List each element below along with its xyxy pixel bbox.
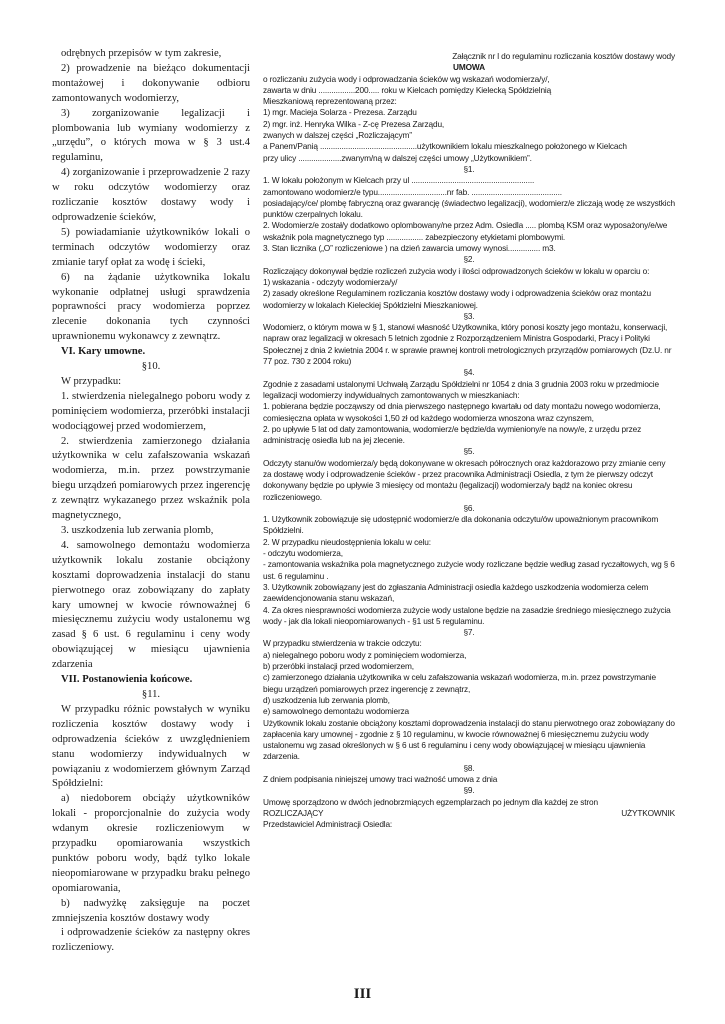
contract-paragraph: §8. [463,762,475,773]
contract-paragraph: §3. [463,310,475,321]
contract-paragraph: przy ulicy ....................zwanym/ną w dalszej części umowy „Użytkownikiem”. [263,152,532,163]
contract-paragraph: Mieszkaniową reprezentowaną przez: [263,96,397,107]
regulation-paragraph: 5) powiadamianie użytkowników lokali o terminach odczytów wodomierzy oraz zmianie taryf opłat za wodę i ścieki, [52,226,250,268]
contract-paragraph: o rozliczaniu zużycia wody i odprowadzania ścieków wg wskazań wodomierza/y/, [263,73,550,84]
regulation-paragraph: 6) na żądanie użytkownika lokalu wykonanie odpłatnej usługi sprawdzenia poprawności pracy wodomierza poprzez zlecenie dokonania tych czynności uprawnionemu wykonawcy z zewnątrz. [52,271,250,343]
contract-paragraph: 4. Za okres niesprawności wodomierza zużycie wody ustalone będzie na zasadzie średniego miesięcznego zużycia wody - jak dla lokali nieopomiarowanych - §1 ust 5 regulaminu. [263,604,671,626]
contract-paragraph: 2. Wodomierz/e został/y dodatkowo oplombowany/ne przez Adm. Osiedla ..... plombą KSM oraz wyposażony/e/we wskaźnik pola magnetycznego typ ................. zabezpieczony etykietami plombowymi. [263,220,668,242]
regulation-paragraph: 3. uszkodzenia lub zerwania plomb, [61,525,214,536]
regulation-paragraph: 2) prowadzenie na bieżąco dokumentacji montażowej i dokonywanie odbioru zamontowanych wodomierzy, [52,62,250,104]
contract-paragraph: - odczytu wodomierza, [263,548,343,559]
contract-paragraph [263,808,675,819]
contract-paragraph: a) nielegalnego poboru wody z pominięciem wodomierza, [263,649,467,660]
contract-paragraph: 1. Użytkownik zobowiązuje się udostępnić wodomierz/e dla dokonania odczytu/ów upoważnionym pracownikom Spółdzielni. [263,514,659,536]
regulation-paragraph: 4. samowolnego demontażu wodomierza użytkownik lokalu zostanie obciążony kosztami doprowadzenia instalacji do stanu pierwotnego oraz zobowiązany do zapłaty kary umownej w kwocie równoważnej 6 miesięcznemu zużyciu wody ustalonemu wg zasad § 6 ust. 6 regulaminu i ceny wody obowiązującej w miesiącu ujawnienia zdarzenia [52,539,250,671]
regulation-paragraph: odrębnych przepisów w tym zakresie, [61,48,222,59]
contract-paragraph: §2. [463,254,475,265]
regulation-paragraph: VI. Kary umowne. [61,346,146,358]
signature-label-right: UŻYTKOWNIK [621,807,675,818]
contract-paragraph: 1. W lokalu położonym w Kielcach przy ul ......................................................... [263,175,535,186]
contract-paragraph: Załącznik nr l do regulaminu rozliczania kosztów dostawy wody [452,51,675,61]
regulation-paragraph: 3) zorganizowanie legalizacji i plombowania lub wymiany wodomierzy z „urzędu”, o których mowa w § 3 ust.4 regulaminu, [52,107,250,164]
contract-paragraph: Użytkownik lokalu zostanie obciążony kosztami doprowadzenia instalacji do stanu pierwotnego oraz zobowiązany do zapłacenia kary umownej - zgodnie z § 10 regulaminu, w kwocie równoważnej 6 miesięcznemu zużyciu wody ustalonemu wg zasad określonych w § 6 ust 6 regulaminu i ceny wody obowiązującej w miesiącu ujawnienia zdarzenia. [263,717,675,762]
contract-paragraph: 1) mgr. Macieja Solarza - Prezesa. Zarządu [263,107,417,118]
contract-paragraph: c) zamierzonego działania użytkownika w celu zafałszowania wskazań wodomierza, m.in. przez powstrzymanie biegu urządzeń pomiarowych przez ingerencję z zewnątrz, [263,672,656,694]
contract-paragraph: §1. [463,163,475,174]
contract-paragraph: zawarta w dniu .................200..... roku w Kielcach pomiędzy Kielecką Spółdzielnią [263,84,552,95]
regulation-paragraph: i odprowadzenie ścieków za następny okres rozliczeniowy. [52,927,250,954]
contract-paragraph: a Panem/Panią .............................................użytkownikiem lokalu mieszkalnego położonego w Kielcach [263,141,627,152]
contract-paragraph: d) uszkodzenia lub zerwania plomb, [263,694,390,705]
contract-paragraph: 1) wskazania - odczyty wodomierza/y/ [263,276,398,287]
contract-paragraph: Odczyty stanu/ów wodomierza/y będą dokonywane w okresach półrocznych oraz każdorazowo przy zmianie ceny za dostawę wody i odprowadzenie ścieków - przez pracownika Administracji Osiedla, z tym że pierwszy odczyt dokonywany będzie po upływie 3 miesięcy od montażu (legalizacji) wodomierza/y bądź na koniec okresu rozliczeniowego. [263,457,666,502]
contract-paragraph: posiadający/ce/ plombę fabryczną oraz gwarancję (świadectwo legalizacji), wodomierz/e zliczają wodę ze wszystkich punktów czerpalnych lokalu. [263,197,675,220]
regulation-paragraph: VII. Postanowienia końcowe. [61,674,193,686]
contract-paragraph: b) przeróbki instalacji przed wodomierzem, [263,661,414,672]
contract-paragraph: UMOWA [453,62,485,73]
page-number: III [353,986,372,1002]
regulation-paragraph: W przypadku: [61,375,122,387]
regulation-paragraph: §10. [141,361,161,373]
contract-paragraph: §9. [463,785,475,796]
contract-paragraph: §7. [463,627,475,638]
regulation-paragraph: §11. [141,688,161,700]
contract-paragraph: 2. W przypadku nieudostępnienia lokalu w celu: [263,536,431,547]
signature-label-left: ROZLICZAJĄCY [263,807,324,818]
annex-contract-column [263,51,675,830]
contract-paragraph: e) samowolnego demontażu wodomierza [263,706,410,717]
contract-paragraph: Przedstawiciel Administracji Osiedla: [263,819,393,830]
contract-paragraph: 2) zasady określone Regulaminem rozliczania kosztów dostawy wody i odprowadzenia ścieków oraz montażu wodomierzy w lokalach Kieleckiej Spółdzielni Mieszkaniowej. [263,288,651,310]
contract-paragraph: Umowę sporządzono w dwóch jednobrzmiących egzemplarzach po jednym dla każdej ze stron [263,796,598,807]
contract-paragraph: Rozliczający dokonywał będzie rozliczeń zużycia wody i ilości odprowadzonych ścieków w lokalu w oparciu o: [263,265,650,276]
contract-paragraph: Z dniem podpisania niniejszej umowy traci ważność umowa z dnia [263,774,498,784]
regulation-paragraph: 2. stwierdzenia zamierzonego działania użytkownika w celu zafałszowania wskazań wodomierza, m.in. przez powstrzymanie biegu urządzeń pomiarowych przez ingerencję z zewnątrz wykazanego przez wskaźnik pola magnetycznego, [52,435,250,522]
left-column [52,47,250,956]
regulation-paragraph: 4) zorganizowanie i przeprowadzenie 2 razy w roku odczytów wodomierzy oraz rozliczanie kosztów dostawy wody i odprowadzenie ścieków, [52,167,250,223]
contract-paragraph: 1. pobierana będzie począwszy od dnia pierwszego następnego kwartału od daty montażu nowego wodomierza, comiesięczna opłata w wysokości 1,50 zł od każdego wodomierza wnoszona wraz czynszem, [263,401,661,423]
contract-paragraph: 3. Stan licznika („O” rozliczeniowe ) na dzień zawarcia umowy wynosi............... m3. [263,243,556,254]
regulation-paragraph: 1. stwierdzenia nielegalnego poboru wody z pominięciem wodomierza, przeróbki instalacji wodociągowej przed wodomierzem, [52,390,250,432]
contract-paragraph: 2) mgr. inż. Henryka Wilka - Z-cę Prezesa Zarządu, [263,118,445,129]
contract-paragraph: §5. [463,446,475,457]
contract-paragraph: Wodomierz, o którym mowa w § 1, stanowi własność Użytkownika, który ponosi koszty jego montażu, konserwacji, napraw oraz legalizacji w okresach 5 letnich zgodnie z Rozporządzeniem Ministra Gospodarki, Pracy i Polityki Społecznej z dnia 2 kwietnia 2004 r. w sprawie prawnej kontroli metrologicznych przyrządów pomiarowych (Dz.U. nr 77 poz. 730 z 2004 roku) [263,322,672,367]
contract-paragraph: Zgodnie z zasadami ustalonymi Uchwałą Zarządu Spółdzielni nr 1054 z dnia 3 grudnia 2003 roku w przedmiocie legalizacji wodomierzy indywidualnych zamontowanych w mieszkaniach: [263,378,659,400]
contract-paragraph: §6. [463,502,475,513]
regulation-paragraph: a) niedoborem obciąży użytkowników lokali - proporcjonalnie do zużycia wody wdanym okresie rozliczeniowym w przypadku opomiarowania wszystkich punktów poboru wody, bądź tylko lokale nieopomiarowane w przypadku braku pełnego opomiarowania, [52,793,250,894]
contract-paragraph: W przypadku stwierdzenia w trakcie odczytu: [263,638,422,649]
contract-paragraph: 3. Użytkownik zobowiązany jest do zgłaszania Administracji osiedla każdego uszkodzenia wodomierza celem zaewidencjonowania stanu wskazań, [263,581,649,604]
contract-paragraph: zamontowano wodomierz/e typu................................nr fab. .......................................... [263,186,562,197]
regulation-paragraph: W przypadku różnic powstałych w wyniku rozliczenia kosztów dostawy wody i odprowadzenia ścieków z uwzględnieniem stanu wodomierzy indywidualnych w powiązaniu z wodomierzem głównym Zarząd Spółdzielni: [52,703,250,790]
contract-paragraph: §4. [463,367,475,378]
contract-paragraph: zwanych w dalszej części „Rozliczającym” [263,130,412,141]
contract-paragraph: - zamontowania wskaźnika pola magnetycznego zużycie wody rozliczane będzie według zasad ryczałtowych, wg § 6 ust. 6 regulaminu . [263,559,675,581]
regulation-paragraph: b) nadwyżkę zaksięguje na poczet zmniejszenia kosztów dostawy wody [52,897,250,924]
contract-paragraph: 2. po upływie 5 lat od daty zamontowania, wodomierz/e będzie/da wymieniony/e na nowy/e, z urzędu przez administrację osiedla lub na jej zlecenie. [263,423,642,446]
